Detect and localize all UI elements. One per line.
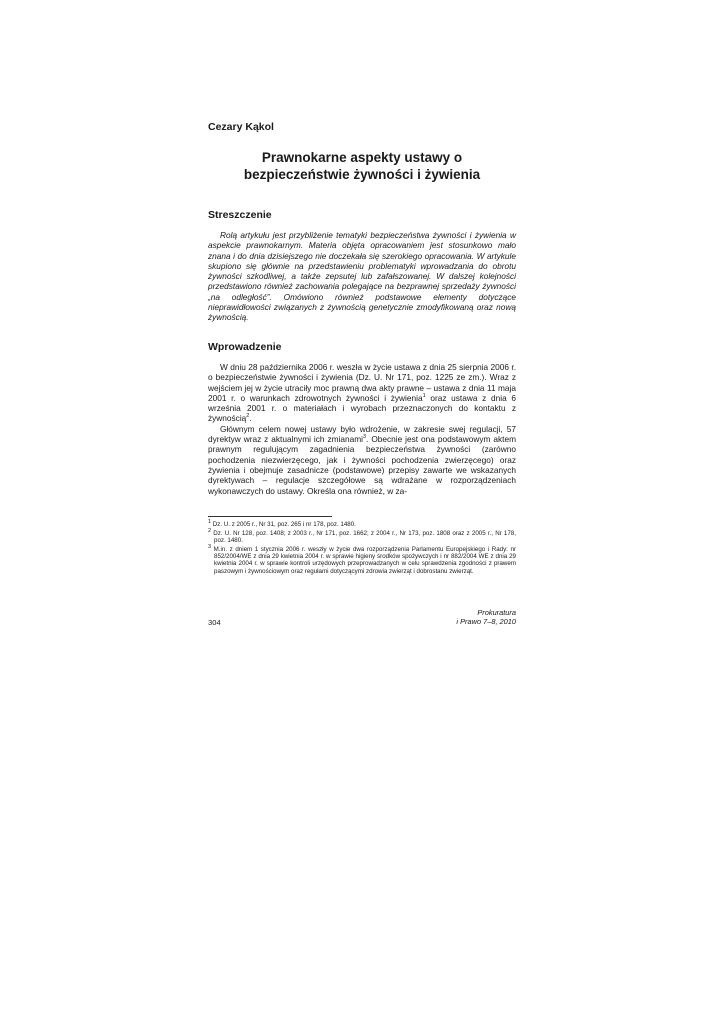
paragraph-1-part-c: .	[249, 413, 252, 424]
footnote-3	[208, 543, 516, 576]
paragraph-1-part-a: W dniu 28 października 2006 r. weszła w życie ustawa z dnia 25 sierpnia 2006 r. o bezpieczeństwie żywności i żywienia (Dz. U. Nr 171, poz. 1225 ze zm.). Wraz z wejściem jej w życie utraciły moc prawną dwa akty prawne – ustawa z dnia 11 maja 2001 r. o warunkach zdrowotnych żywności i żywienia	[208, 362, 516, 403]
journal-issue: i Prawo 7–8, 2010	[456, 617, 516, 626]
journal-name: Prokuratura	[477, 608, 516, 617]
footnote-3-number: 3	[208, 543, 212, 550]
abstract-text: Rolą artykułu jest przybliżenie tematyki bezpieczeństwa żywności i żywienia w aspekcie prawnokarnym. Materia objęta opracowaniem jest stosunkowo mało znana i do dnia dzisiejszego nie doczekała się szerokiego opracowania. W artykule skupiono się głównie na przedstawieniu problematyki wprowadzania do obrotu żywności szkodliwej, a także zepsutej lub zafałszowanej. W dalszej kolejności przedstawiono również zachowania polegające na bezprawnej sprzedaży żywności „na odległość”. Omówiono również podstawowe elementy dotyczące nieprawidłowości związanych z żywnością genetycznie zmodyfikowaną oraz nową żywnością.	[208, 230, 516, 323]
journal-info	[456, 608, 516, 626]
paragraph-1	[208, 362, 516, 424]
footnote-1-text: Dz. U. z 2005 r., Nr 31, poz. 265 i nr 178, poz. 1480.	[212, 521, 356, 528]
footnote-2-number: 2	[208, 527, 212, 534]
abstract-heading: Streszczenie	[208, 209, 272, 221]
footnote-ref-1: 1	[422, 393, 426, 400]
paragraph-2-part-b: . Obecnie jest ona podstawowym aktem prawnym regulującym zagadnienia bezpieczeństwa żywności (zarówno pochodzenia niezwierzęcego, jak i żywności pochodzenia zwierzęcego) oraz żywienia i obejmuje zasadnicze (podstawowe) przepisy zawarte we wskazanych dyrektywach – regulacje szczegółowe są wdrażane w rozporządzeniach wykonawczych do ustawy. Określa ona również, w za-	[208, 434, 516, 496]
footnote-ref-3: 3	[362, 434, 367, 441]
page-number: 304	[208, 618, 221, 627]
paragraph-1-part-b: oraz ustawa z dnia 6 września 2001 r. o materiałach i wyrobach przeznaczonych do kontaktu z żywnością	[208, 392, 516, 424]
footnote-ref-2: 2	[246, 413, 250, 420]
footnote-2	[208, 527, 516, 545]
paragraph-2	[208, 424, 516, 496]
body-text	[208, 362, 516, 496]
footnote-1	[208, 518, 516, 528]
footnote-1-number: 1	[208, 518, 212, 525]
footnote-3-text: M.in. z dniem 1 stycznia 2006 r. weszły w życie dwa rozporządzenia Parlamentu Europejskiego i Rady: nr 852/2004/WE z dnia 29 kwietnia 2004 r. w sprawie higieny środków spożywczych i nr 882/2004 WE z dnia 29 kwietnia 2004 r. w sprawie kontroli urzędowych przeprowadzanych w celu sprawdzenia zgodności z prawem paszowym i żywnościowym oraz regułami dotyczącymi zdrowia zwierząt i dobrostanu zwierząt.	[213, 545, 516, 575]
footnote-2-text: Dz. U. Nr 128, poz. 1408; z 2003 r., Nr 171, poz. 1662; z 2004 r., Nr 173, poz. 1808 oraz z 2005 r., Nr 178, poz. 1480.	[213, 529, 516, 544]
intro-heading: Wprowadzenie	[208, 341, 282, 353]
footnotes	[208, 518, 516, 576]
footnote-separator	[208, 516, 332, 517]
article-title: Prawnokarne aspekty ustawy o bezpieczeństwie żywności i żywienia	[243, 150, 481, 182]
paragraph-2-part-a: Głównym celem nowej ustawy było wdrożenie, w zakresie swej regulacji, 57 dyrektyw wraz z aktualnymi ich zmianami	[208, 423, 516, 445]
author-name: Cezary Kąkol	[208, 121, 274, 133]
